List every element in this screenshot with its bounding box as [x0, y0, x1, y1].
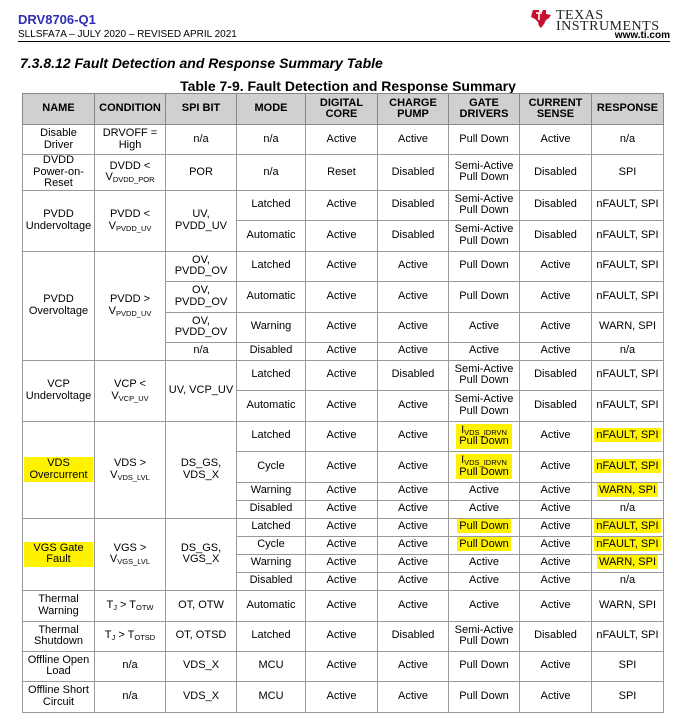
cell-gate-drivers: Active: [449, 590, 520, 621]
cell-spi-bit: UV, PVDD_UV: [166, 190, 237, 251]
cell-spi-bit: OT, OTSD: [166, 621, 237, 651]
cell-current-sense: Active: [520, 681, 592, 712]
cell-gate-drivers: Active: [449, 312, 520, 342]
cell-charge-pump: Active: [378, 251, 449, 281]
cell-digital-core: Active: [306, 572, 378, 590]
cell-name: DVDD Power-on-Reset: [23, 155, 95, 191]
cell-current-sense: Active: [520, 312, 592, 342]
col-header-current-sense: CURRENT SENSE: [520, 94, 592, 125]
cell-charge-pump: Active: [378, 281, 449, 312]
fault-summary-table: [22, 93, 664, 713]
table-row: [23, 621, 664, 651]
cell-condition: VDS > $V_{VDS\_LVL}$: [95, 421, 166, 518]
cell-condition: $T_J > T_{OTW}$: [95, 590, 166, 621]
cell-gate-drivers: Pull Down: [449, 681, 520, 712]
cell-condition: DVDD < $V_{DVDD\_POR}$: [95, 155, 166, 191]
table-row: [23, 651, 664, 681]
cell-current-sense: Active: [520, 421, 592, 451]
cell-current-sense: Active: [520, 518, 592, 536]
cell-digital-core: Active: [306, 621, 378, 651]
cell-response: [592, 421, 664, 451]
cell-condition: n/a: [95, 681, 166, 712]
cell-name: Offline Short Circuit: [23, 681, 95, 712]
cell-spi-bit: POR: [166, 155, 237, 191]
highlighted-response: nFAULT, SPI: [596, 538, 659, 551]
cell-response: n/a: [592, 500, 664, 518]
document-revision: SLLSFA7A – JULY 2020 – REVISED APRIL 2021: [18, 29, 237, 40]
cell-condition: PVDD < $V_{PVDD\_UV}$: [95, 190, 166, 251]
cell-spi-bit: UV, VCP_UV: [166, 360, 237, 421]
cell-spi-bit: VDS_X: [166, 651, 237, 681]
cell-condition: n/a: [95, 651, 166, 681]
website-link[interactable]: www.ti.com: [614, 30, 670, 41]
cell-name: Disable Driver: [23, 125, 95, 155]
cell-mode: Latched: [237, 421, 306, 451]
cell-charge-pump: Active: [378, 500, 449, 518]
cell-digital-core: Active: [306, 190, 378, 220]
table-row: [23, 421, 664, 451]
cell-response: nFAULT, SPI: [592, 190, 664, 220]
cell-mode: Automatic: [237, 590, 306, 621]
cell-mode: Latched: [237, 251, 306, 281]
cell-current-sense: Active: [520, 482, 592, 500]
cell-current-sense: Active: [520, 572, 592, 590]
cell-name: [23, 421, 95, 518]
table-row: [23, 155, 664, 191]
cell-spi-bit: n/a: [166, 342, 237, 360]
cell-gate-drivers: Pull Down: [449, 651, 520, 681]
cell-digital-core: Active: [306, 421, 378, 451]
cell-mode: Warning: [237, 554, 306, 572]
cell-digital-core: Active: [306, 451, 378, 482]
cell-charge-pump: Disabled: [378, 190, 449, 220]
brand-line-2: INSTRUMENTS: [556, 19, 660, 34]
cell-response: SPI: [592, 681, 664, 712]
cell-charge-pump: Active: [378, 554, 449, 572]
col-header-name: NAME: [23, 94, 95, 125]
cell-condition: VCP < $V_{VCP\_UV}$: [95, 360, 166, 421]
cell-mode: Automatic: [237, 390, 306, 421]
cell-gate-drivers: Pull Down: [449, 251, 520, 281]
cell-mode: MCU: [237, 651, 306, 681]
cell-digital-core: Active: [306, 342, 378, 360]
cell-name: PVDD Undervoltage: [23, 190, 95, 251]
cell-mode: Latched: [237, 190, 306, 220]
cell-gate-drivers: Pull Down: [449, 125, 520, 155]
highlighted-gate: $I_{VDS\_IDRVN}$ Pull Down: [456, 454, 512, 479]
cell-mode: Latched: [237, 518, 306, 536]
cell-charge-pump: Active: [378, 518, 449, 536]
cell-digital-core: Active: [306, 651, 378, 681]
cell-response: nFAULT, SPI: [592, 360, 664, 390]
cell-digital-core: Active: [306, 681, 378, 712]
cell-response: [592, 536, 664, 554]
cell-response: [592, 451, 664, 482]
cell-charge-pump: Disabled: [378, 155, 449, 191]
cell-response: [592, 518, 664, 536]
cell-gate-drivers: [449, 518, 520, 536]
cell-gate-drivers: Semi-Active Pull Down: [449, 190, 520, 220]
cell-response: n/a: [592, 342, 664, 360]
highlighted-response: nFAULT, SPI: [596, 520, 659, 533]
highlighted-name: VGS Gate Fault: [24, 542, 93, 567]
cell-mode: Cycle: [237, 536, 306, 554]
table-row: [23, 681, 664, 712]
cell-charge-pump: Active: [378, 312, 449, 342]
highlighted-gate: $I_{VDS\_IDRVN}$ Pull Down: [456, 424, 512, 449]
cell-charge-pump: Active: [378, 572, 449, 590]
cell-name: PVDD Overvoltage: [23, 251, 95, 360]
cell-spi-bit: OV, PVDD_OV: [166, 251, 237, 281]
cell-gate-drivers: Semi-Active Pull Down: [449, 220, 520, 251]
col-header-gate-drivers: GATE DRIVERS: [449, 94, 520, 125]
cell-response: n/a: [592, 125, 664, 155]
col-header-charge-pump: CHARGE PUMP: [378, 94, 449, 125]
cell-current-sense: Disabled: [520, 360, 592, 390]
cell-charge-pump: Active: [378, 651, 449, 681]
cell-response: SPI: [592, 651, 664, 681]
cell-charge-pump: Active: [378, 342, 449, 360]
table-row: [23, 590, 664, 621]
cell-digital-core: Active: [306, 220, 378, 251]
cell-charge-pump: Active: [378, 451, 449, 482]
col-header-condition: CONDITION: [95, 94, 166, 125]
cell-charge-pump: Disabled: [378, 360, 449, 390]
highlighted-name: VDS Overcurrent: [24, 457, 93, 482]
cell-current-sense: Disabled: [520, 390, 592, 421]
cell-current-sense: Active: [520, 590, 592, 621]
cell-mode: n/a: [237, 125, 306, 155]
cell-charge-pump: Active: [378, 536, 449, 554]
cell-charge-pump: Active: [378, 421, 449, 451]
cell-mode: Latched: [237, 621, 306, 651]
cell-charge-pump: Active: [378, 681, 449, 712]
cell-digital-core: Active: [306, 312, 378, 342]
highlighted-gate: Pull Down: [459, 520, 509, 533]
cell-mode: Automatic: [237, 281, 306, 312]
cell-mode: Automatic: [237, 220, 306, 251]
cell-mode: MCU: [237, 681, 306, 712]
cell-current-sense: Disabled: [520, 190, 592, 220]
cell-gate-drivers: [449, 536, 520, 554]
cell-current-sense: Active: [520, 554, 592, 572]
page-header: [18, 9, 670, 42]
table-row: [23, 190, 664, 220]
cell-spi-bit: OV, PVDD_OV: [166, 312, 237, 342]
table-caption: Table 7-9. Fault Detection and Response Summary: [180, 78, 516, 94]
table-row: [23, 518, 664, 536]
cell-charge-pump: Active: [378, 125, 449, 155]
cell-current-sense: Active: [520, 536, 592, 554]
document-id: DRV8706-Q1: [18, 12, 96, 27]
cell-current-sense: Active: [520, 451, 592, 482]
ti-logo: [530, 8, 670, 34]
cell-mode: n/a: [237, 155, 306, 191]
table-row: [23, 251, 664, 281]
cell-mode: Disabled: [237, 572, 306, 590]
cell-gate-drivers: Active: [449, 482, 520, 500]
cell-digital-core: Active: [306, 360, 378, 390]
cell-response: WARN, SPI: [592, 312, 664, 342]
cell-digital-core: Active: [306, 500, 378, 518]
cell-digital-core: Reset: [306, 155, 378, 191]
cell-response: nFAULT, SPI: [592, 251, 664, 281]
cell-response: WARN, SPI: [592, 590, 664, 621]
cell-condition: VGS > $V_{VGS\_LVL}$: [95, 518, 166, 590]
highlighted-response: WARN, SPI: [598, 484, 657, 497]
table-header-row: [23, 94, 664, 125]
cell-current-sense: Active: [520, 651, 592, 681]
cell-gate-drivers: Semi-Active Pull Down: [449, 390, 520, 421]
cell-response: [592, 482, 664, 500]
highlighted-response: nFAULT, SPI: [596, 429, 659, 442]
table-row: [23, 360, 664, 390]
cell-gate-drivers: Semi-Active Pull Down: [449, 621, 520, 651]
cell-current-sense: Active: [520, 125, 592, 155]
cell-name: [23, 518, 95, 590]
cell-name: Offline Open Load: [23, 651, 95, 681]
cell-spi-bit: OV, PVDD_OV: [166, 281, 237, 312]
brand-line-1: TEXAS: [556, 8, 604, 23]
cell-digital-core: Active: [306, 536, 378, 554]
cell-charge-pump: Active: [378, 590, 449, 621]
cell-charge-pump: Disabled: [378, 220, 449, 251]
cell-condition: DRVOFF = High: [95, 125, 166, 155]
cell-digital-core: Active: [306, 482, 378, 500]
highlighted-response: nFAULT, SPI: [596, 459, 659, 472]
cell-name: Thermal Warning: [23, 590, 95, 621]
cell-charge-pump: Active: [378, 390, 449, 421]
cell-mode: Latched: [237, 360, 306, 390]
cell-gate-drivers: Active: [449, 572, 520, 590]
cell-digital-core: Active: [306, 125, 378, 155]
cell-spi-bit: DS_GS, VDS_X: [166, 421, 237, 518]
cell-gate-drivers: Semi-Active Pull Down: [449, 155, 520, 191]
cell-gate-drivers: Active: [449, 554, 520, 572]
section-title: 7.3.8.12 Fault Detection and Response Summary Table: [20, 55, 383, 71]
cell-gate-drivers: Semi-Active Pull Down: [449, 360, 520, 390]
cell-current-sense: Disabled: [520, 220, 592, 251]
cell-response: nFAULT, SPI: [592, 621, 664, 651]
cell-mode: Disabled: [237, 500, 306, 518]
col-header-digital-core: DIGITAL CORE: [306, 94, 378, 125]
cell-response: SPI: [592, 155, 664, 191]
cell-spi-bit: VDS_X: [166, 681, 237, 712]
cell-digital-core: Active: [306, 590, 378, 621]
ti-state-icon: [530, 9, 552, 29]
col-header-spi-bit: SPI BIT: [166, 94, 237, 125]
cell-digital-core: Active: [306, 390, 378, 421]
cell-charge-pump: Disabled: [378, 621, 449, 651]
cell-digital-core: Active: [306, 518, 378, 536]
cell-name: Thermal Shutdown: [23, 621, 95, 651]
cell-gate-drivers: [449, 451, 520, 482]
col-header-response: RESPONSE: [592, 94, 664, 125]
cell-response: nFAULT, SPI: [592, 281, 664, 312]
cell-condition: $T_J > T_{OTSD}$: [95, 621, 166, 651]
highlighted-response: WARN, SPI: [598, 556, 657, 569]
cell-gate-drivers: Active: [449, 342, 520, 360]
cell-digital-core: Active: [306, 251, 378, 281]
cell-charge-pump: Active: [378, 482, 449, 500]
cell-name: VCP Undervoltage: [23, 360, 95, 421]
cell-digital-core: Active: [306, 281, 378, 312]
cell-spi-bit: n/a: [166, 125, 237, 155]
cell-gate-drivers: Pull Down: [449, 281, 520, 312]
cell-gate-drivers: Active: [449, 500, 520, 518]
cell-mode: Disabled: [237, 342, 306, 360]
cell-mode: Warning: [237, 482, 306, 500]
col-header-mode: MODE: [237, 94, 306, 125]
cell-current-sense: Active: [520, 500, 592, 518]
cell-mode: Warning: [237, 312, 306, 342]
cell-response: [592, 554, 664, 572]
cell-response: n/a: [592, 572, 664, 590]
cell-gate-drivers: [449, 421, 520, 451]
cell-spi-bit: OT, OTW: [166, 590, 237, 621]
cell-current-sense: Active: [520, 281, 592, 312]
cell-mode: Cycle: [237, 451, 306, 482]
cell-spi-bit: DS_GS, VGS_X: [166, 518, 237, 590]
cell-condition: PVDD > $V_{PVDD\_UV}$: [95, 251, 166, 360]
cell-current-sense: Active: [520, 251, 592, 281]
cell-current-sense: Disabled: [520, 621, 592, 651]
cell-response: nFAULT, SPI: [592, 390, 664, 421]
cell-digital-core: Active: [306, 554, 378, 572]
cell-response: nFAULT, SPI: [592, 220, 664, 251]
table-row: [23, 125, 664, 155]
cell-current-sense: Disabled: [520, 155, 592, 191]
highlighted-gate: Pull Down: [459, 538, 509, 551]
cell-current-sense: Active: [520, 342, 592, 360]
